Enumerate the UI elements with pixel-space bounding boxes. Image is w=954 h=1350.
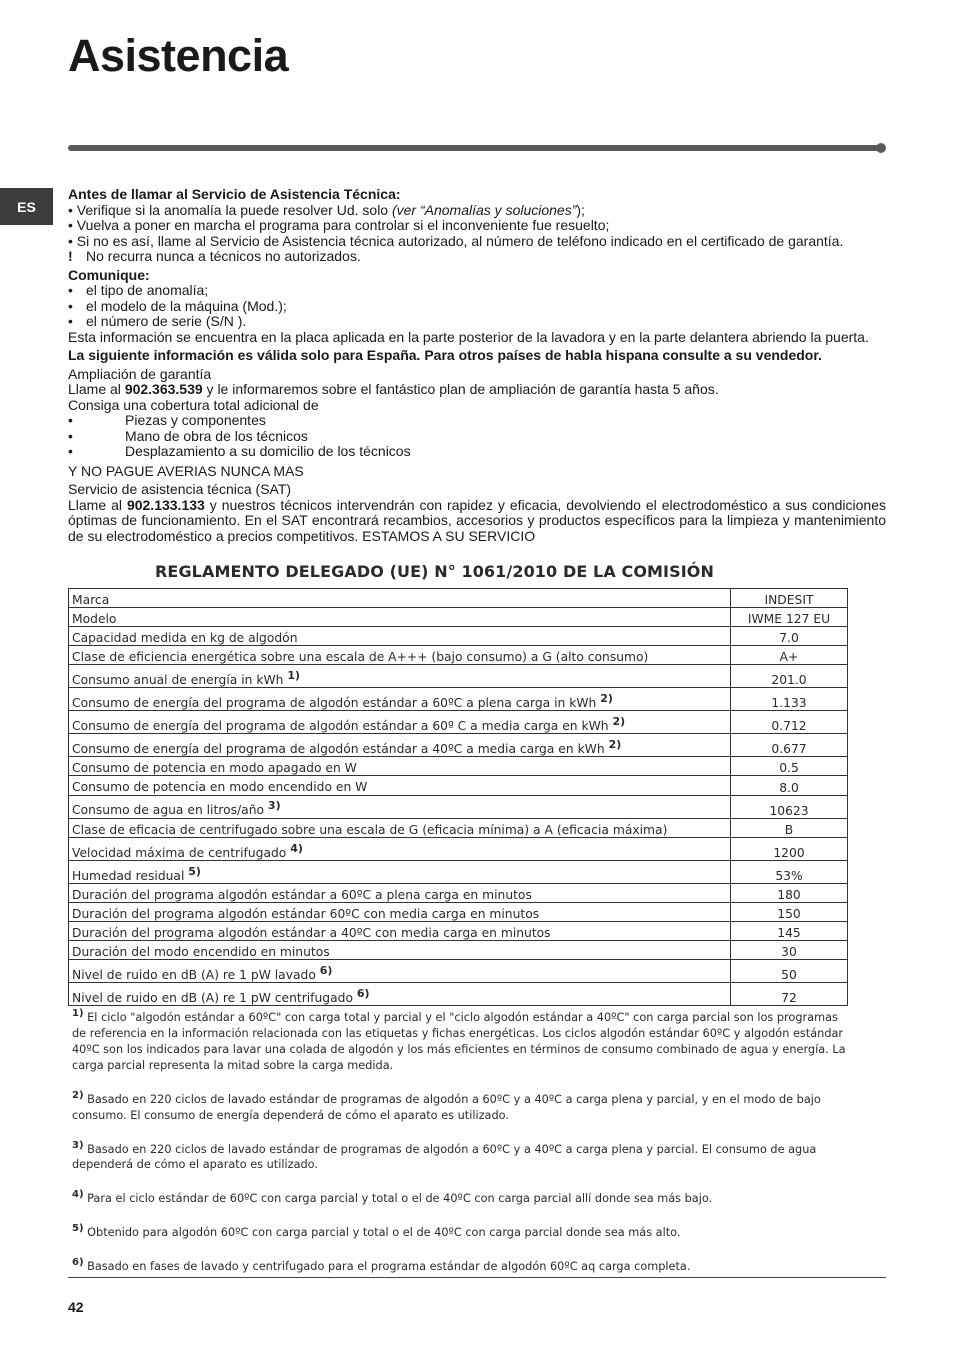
row-label: Consumo de agua en litros/año $^{3)}$ — [69, 795, 731, 818]
row-value: A+ — [731, 646, 848, 665]
table-row — [69, 902, 848, 921]
warranty-slogan: Y NO PAGUE AVERIAS NUNCA MAS — [68, 462, 304, 479]
table-row — [69, 940, 848, 959]
row-value: 145 — [731, 921, 848, 940]
page-title: Asistencia — [68, 30, 289, 81]
title-divider — [68, 145, 882, 151]
plate-info: Esta información se encuentra en la placa aplicada en la parte posterior de la lavadora y en la parte delantera abriendo la puerta. — [68, 328, 869, 345]
language-tab: ES — [0, 188, 53, 225]
row-value: 1.133 — [731, 688, 848, 711]
row-value: 150 — [731, 902, 848, 921]
row-value: 180 — [731, 883, 848, 902]
table-row — [69, 665, 848, 688]
regulation-title: REGLAMENTO DELEGADO (UE) N° 1061/2010 DE LA COMISIÓN — [155, 562, 714, 581]
row-label: Consumo de potencia en modo apagado en W — [69, 757, 731, 776]
row-label: Clase de eficacia de centrifugado sobre una escala de G (eficacia mínima) a A (eficacia máxima) — [69, 818, 731, 837]
row-value: 0.5 — [731, 757, 848, 776]
warranty-coverage: Consiga una cobertura total adicional de — [68, 396, 319, 413]
table-row — [69, 983, 848, 1006]
warranty-item: • Mano de obra de los técnicos — [68, 427, 308, 444]
before-call-item-2: • Vuelva a poner en marcha el programa para controlar si el inconveniente fue resuelto; — [68, 217, 610, 233]
table-row — [69, 589, 848, 608]
sat-text: Llame al 902.133.133 y nuestros técnicos intervendrán con rapidez y eficacia, devolviendo el electrodoméstico a sus condiciones óptimas de funcionamiento. En el SAT encontrará recambios, accesorios y productos específicos para la limpieza y mantenimiento de su electrodoméstico a precios competitivos. ESTAMOS A SU SERVICIO — [68, 496, 886, 544]
table-row — [69, 960, 848, 983]
warranty-heading: Ampliación de garantía — [68, 365, 212, 382]
row-value: 7.0 — [731, 627, 848, 646]
row-value: 72 — [731, 983, 848, 1006]
footer-divider — [68, 1277, 886, 1278]
row-label: Duración del programa algodón estándar a 60ºC a plena carga en minutos — [69, 883, 731, 902]
footnote: $^{3)}$ Basado en 220 ciclos de lavado estándar de programas de algodón a 60ºC y a 40ºC a carga plena y parcial. El consumo de agua dependerá de cómo el aparato es utilizado. — [72, 1139, 817, 1172]
row-value: INDESIT — [731, 589, 848, 608]
table-row — [69, 795, 848, 818]
row-value: 53% — [731, 860, 848, 883]
communicate-item: • el número de serie (S/N ). — [68, 313, 247, 329]
footnote: $^{1)}$ El ciclo "algodón estándar a 60ºC" con carga total y parcial y el "ciclo algodón estándar a 40ºC" con carga parcial son los programas de referencia en la información relacionada con las etiquetas y fichas energéticas. Los ciclos algodón estándar 60ºC y algodón estándar 40ºC son los indicados para lavar una colada de algodón y los más eficientes en términos de consumo combinado de agua y energía. La carga parcial representa la mitad sobre la carga medida. — [72, 1008, 846, 1072]
table-row — [69, 757, 848, 776]
row-label: Duración del programa algodón estándar a 40ºC con media carga en minutos — [69, 921, 731, 940]
row-label: Velocidad máxima de centrifugado $^{4)}$ — [69, 837, 731, 860]
regulation-table — [68, 588, 848, 1006]
row-value: B — [731, 818, 848, 837]
table-row — [69, 627, 848, 646]
row-value: 10623 — [731, 795, 848, 818]
row-value: 8.0 — [731, 776, 848, 795]
warning-icon: ! — [68, 248, 73, 264]
row-label: Clase de eficiencia energética sobre una escala de A+++ (bajo consumo) a G (alto consumo) — [69, 646, 731, 665]
table-row — [69, 608, 848, 627]
row-label: Modelo — [69, 608, 731, 627]
table-row — [69, 646, 848, 665]
row-label: Consumo de energía del programa de algodón estándar a 60º C a media carga en kWh $^{2)}$ — [69, 711, 731, 734]
table-row — [69, 883, 848, 902]
communicate-heading: Comunique: — [68, 266, 150, 283]
row-value: 50 — [731, 960, 848, 983]
row-label: Consumo anual de energía in kWh $^{1)}$ — [69, 665, 731, 688]
row-label: Duración del programa algodón estándar 60ºC con media carga en minutos — [69, 902, 731, 921]
table-row — [69, 837, 848, 860]
before-call-item-3: • Si no es así, llame al Servicio de Asistencia técnica autorizado, al número de teléfono indicado en el certificado de garantía. — [68, 232, 844, 249]
communicate-item: • el modelo de la máquina (Mod.); — [68, 297, 287, 314]
row-label: Nivel de ruido en dB (A) re 1 pW lavado $^{6)}$ — [69, 960, 731, 983]
row-label: Nivel de ruido en dB (A) re 1 pW centrifugado $^{6)}$ — [69, 983, 731, 1006]
row-label: Consumo de potencia en modo encendido en W — [69, 776, 731, 795]
sat-heading: Servicio de asistencia técnica (SAT) — [68, 481, 292, 497]
assistance-content — [68, 187, 886, 544]
table-row — [69, 921, 848, 940]
warranty-call: Llame al 902.363.539 y le informaremos sobre el fantástico plan de ampliación de garantía hasta 5 años. — [68, 381, 719, 397]
footnote: $^{6)}$ Basado en fases de lavado y centrifugado para el programa estándar de algodón 60ºC aq carga completa. — [72, 1256, 691, 1273]
communicate-item: • el tipo de anomalía; — [68, 282, 209, 298]
table-row — [69, 776, 848, 795]
warranty-phone: 902.363.539 — [124, 381, 203, 397]
warning-line: ! No recurra nunca a técnicos no autorizados. — [68, 248, 361, 264]
row-label: Consumo de energía del programa de algodón estándar a 60ºC a plena carga in kWh $^{2)}$ — [69, 688, 731, 711]
table-row — [69, 818, 848, 837]
row-value: 1200 — [731, 837, 848, 860]
warranty-item: • Piezas y componentes — [68, 412, 266, 428]
row-label: Marca — [69, 589, 731, 608]
table-row — [69, 688, 848, 711]
regulation-notes — [72, 1006, 852, 1275]
before-call-heading: Antes de llamar al Servicio de Asistencia Técnica: — [68, 186, 401, 202]
table-row — [69, 711, 848, 734]
page-number: 42 — [68, 1299, 84, 1315]
footnote: $^{2)}$ Basado en 220 ciclos de lavado estándar de programas de algodón a 60ºC y a 40ºC a carga plena y parcial, y en el modo de bajo consumo. El consumo de energía dependerá de cómo el aparato es utilizado. — [72, 1089, 821, 1122]
row-label: Consumo de energía del programa de algodón estándar a 40ºC a media carga en kWh $^{2)}$ — [69, 734, 731, 757]
row-label: Capacidad medida en kg de algodón — [69, 627, 731, 646]
row-value: 30 — [731, 940, 848, 959]
table-row — [69, 860, 848, 883]
row-label: Duración del modo encendido en minutos — [69, 940, 731, 959]
title-divider-end — [876, 143, 886, 153]
row-value: IWME 127 EU — [731, 608, 848, 627]
warranty-item: • Desplazamiento a su domicilio de los técnicos — [68, 443, 411, 459]
footnote: $^{4)}$ Para el ciclo estándar de 60ºC con carga parcial y total o el de 40ºC con carga parcial allí donde sea más bajo. — [72, 1189, 713, 1206]
footnote: $^{5)}$ Obtenido para algodón 60ºC con carga parcial y total o el de 40ºC con carga parcial donde sea más alto. — [72, 1223, 681, 1239]
spain-note: La siguiente información es válida solo para España. Para otros países de habla hispana consulte a su vendedor. — [68, 347, 822, 363]
row-value: 0.712 — [731, 711, 848, 734]
row-value: 201.0 — [731, 665, 848, 688]
before-call-item-1: • Verifique si la anomalía la puede resolver Ud. solo (ver “Anomalías y soluciones”); — [68, 201, 585, 218]
table-row — [69, 734, 848, 757]
sat-phone: 902.133.133 — [126, 496, 205, 513]
row-value: 0.677 — [731, 734, 848, 757]
row-label: Humedad residual $^{5)}$ — [69, 860, 731, 883]
